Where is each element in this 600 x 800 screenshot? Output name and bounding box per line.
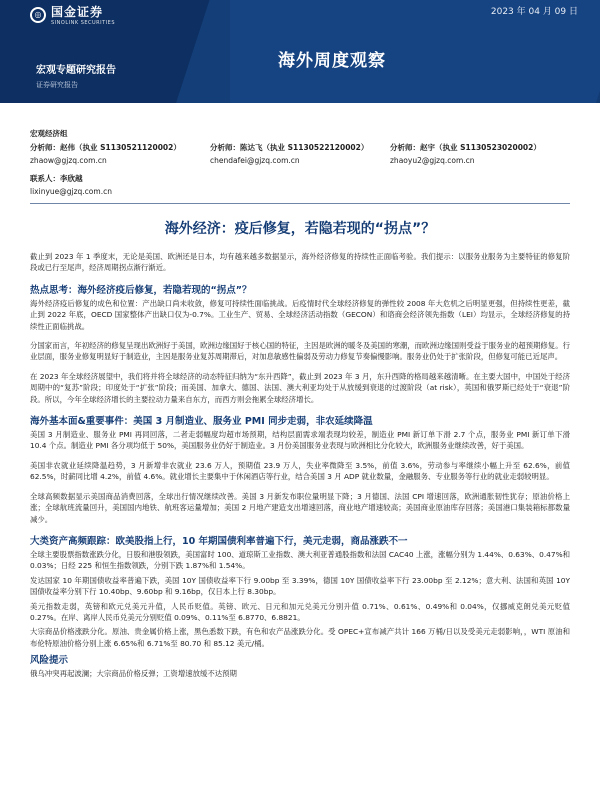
analyst-email[interactable]: zhaow@gjzq.com.cn	[30, 156, 107, 165]
analyst-email[interactable]: zhaoyu2@gjzq.com.cn	[390, 156, 475, 165]
analyst-2	[210, 142, 390, 165]
intro-paragraph: 截止到 2023 年 1 季度末，无论是美国、欧洲还是日本，均有越来越多数据显示，海外经济修复的持续性正面临考验。我们提示：以服务业服务为主要特征的修复阶段或已行至尾声，经济周期拐点渐行渐近。	[30, 252, 570, 273]
report-body	[30, 251, 570, 688]
company-logo	[30, 3, 115, 26]
contact-block	[30, 173, 575, 196]
contact-email[interactable]: lixinyue@gjzq.com.cn	[30, 187, 112, 196]
report-type: 宏观专题研究报告	[36, 65, 116, 76]
contact-name: 联系人：李欣越	[30, 174, 83, 183]
body-paragraph: 美国 3 月制造业、服务业 PMI 再同回落，二者走弱幅度均超市场预期，结构层面需求端表现均较差，制造业 PMI 新订单下滑 2.7 个点，服务业 PMI 新订单下滑 10.4 个点。制造业 PMI 各分项均低于 50%，美国服务业仍好于制造业。3 月份美国服务业表现与欧洲相比分化较大，欧洲服务业继续改善，好于美国。	[30, 430, 570, 451]
main-title: 海外经济：疫后修复，若隐若现的“拐点”？	[164, 221, 436, 237]
section-heading-hot-topic: 热点思考：海外经济疫后修复，若隐若现的“拐点”？	[30, 284, 252, 296]
body-paragraph: 发达国家 10 年期国债收益率普遍下跌，美国 10Y 国债收益率下行 9.00bp 至 3.39%，德国 10Y 国债收益率下行 23.00bp 至 2.12%；意大利、法国和英国 10Y 国债收益率分别下行 10.40bp、9.60bp 和 9.16bp，仅日本上行 8.30bp。	[30, 575, 570, 597]
analyst-block	[30, 128, 575, 196]
section-heading-risk: 风险提示	[30, 655, 69, 667]
divider	[30, 203, 570, 204]
body-paragraph: 美国非农就业延续降温趋势，3 月新增非农就业 23.6 万人，预期值 23.9 万人，失业率微降至 3.5%，前值 3.6%，劳动参与率继续小幅上升至 62.6%，前值 62.5%，时薪同比增 4.2%，前值 4.6%。就业增长主要集中于休闲酒店等行业，结合美国 3 月 ADP 就业数量，金融服务、专业服务等行业的就业走弱较明显。	[30, 460, 570, 482]
body-paragraph: 大宗商品价格涨跌分化。原油、贵金属价格上涨，黑色悉数下跌，有色和农产品涨跌分化。受 OPEC+宣布减产共计 166 万桶/日以及受美元走弱影响，，WTI 原油和布伦特原油价格分别上涨 6.65%和 6.71%至 80.70 和 85.12 美元/桶。	[30, 627, 570, 648]
body-paragraph: 海外经济疫后修复的成色和位置：产出缺口尚未收敛，修复可持续性面临挑战。后疫情时代全球经济修复的弹性较 2008 年大危机之后明显更强，但持续性更差，截止到 2022 年底，OECD 国家整体产出缺口仅为-0.7%。工业生产、贸易、全球经济活动指数（GECON）和谘商会经济领先指数（LEI）均显示，全球经济修复的持续性正面临挑战。	[30, 298, 570, 331]
logo-en: SINOLINK SECURITIES	[51, 20, 115, 26]
body-paragraph: 美元指数走弱，英镑和欧元兑美元升值，人民币贬值。英镑、欧元、日元和加元兑美元分别升值 0.71%、0.61%、0.49%和 0.04%，仅挪威克朗兑美元贬值 0.27%。在岸、离岸人民币兑美元分别贬值 0.09%、0.11%至 6.8770、6.8821。	[30, 601, 570, 622]
team-label: 宏观经济组	[30, 129, 68, 138]
body-paragraph: 全球主要股票指数涨跌分化，日股和港股领跌，美国富时 100、道琼斯工业指数、澳大利亚普通股指数和法国 CAC40 上涨，涨幅分别为 1.44%、0.63%、0.47%和 0.03%；日经 225 和恒生指数领跌，分别下跌 1.87%和 1.54%。	[30, 549, 570, 571]
report-date: 2023 年 04 月 09 日	[490, 7, 578, 17]
header-banner	[0, 0, 600, 103]
analyst-name: 分析师：赵伟（执业 S1130521120002）	[30, 143, 181, 152]
analyst-name: 分析师：赵宇（执业 S1130523020002）	[390, 143, 541, 152]
analyst-1	[30, 142, 210, 165]
section-heading-fundamentals: 海外基本面&重要事件：美国 3 月制造业、服务业 PMI 同步走弱，非农延续降温	[30, 416, 373, 428]
report-subtype: 证券研究报告	[36, 81, 78, 89]
section-heading-assets: 大类资产高频跟踪：欧美股指上行，10 年期国债利率普遍下行，美元走弱，商品涨跌不一	[30, 535, 408, 547]
logo-icon: ◎	[30, 7, 46, 23]
analyst-name: 分析师：陈达飞（执业 S1130522120002）	[210, 143, 369, 152]
body-paragraph: 分国家而言，年初经济的修复呈现出欧洲好于美国，欧洲边缘国好于核心国的特征，主因是欧洲的暖冬及美国的寒潮，而欧洲边缘国则受益于服务业的超预期修复。行业层面，服务业修复明显好于制造业，主因是服务业复苏周期滞后，对加息敏感性偏弱及劳动力修复节奏偏慢影响。服务业仍处于扩张阶段，但修复可能已近尾声。	[30, 341, 570, 362]
analyst-3	[390, 142, 570, 165]
analyst-email[interactable]: chendafei@gjzq.com.cn	[210, 156, 300, 165]
logo-cn: 国金证券	[51, 5, 104, 19]
report-title: 海外周度观察	[278, 51, 386, 71]
body-paragraph: 全球高频数据显示美国商品消费回落，全球出行情况继续改善。美国 3 月新发布职位量明显下降；3 月德国、法国 CPI 增速回落，欧洲通胀韧性犹存；原油价格上涨；全球航班流量回升，美国国内地铁、航班客运量增加；美国 2 月地产建造支出增速回落，商业地产增速较高；美国商业原油库存回落；美国港口集装箱标都数量减少。	[30, 491, 570, 524]
body-paragraph: 俄乌冲突再起波澜；大宗商品价格反弹；工资增速放缓不达预期	[30, 669, 237, 679]
body-paragraph: 在 2023 年全球经济展望中，我们将并将全球经济的动态特征归纳为“东升西降”，截止到 2023 年 3 月，东升西降的格局越来越清晰。在主要大国中，中国处于经济周期中的“复苏”阶段；印度处于“扩张”阶段；而美国、加拿大、德国、法国、澳大利亚均处于从放缓到衰退的过渡阶段（at risk），英国和俄罗斯已经处于“衰退”阶段。所以，今年全球经济增长的主要拉动力量来自东方，而西方则会拖累全球经济增长。	[30, 371, 570, 404]
